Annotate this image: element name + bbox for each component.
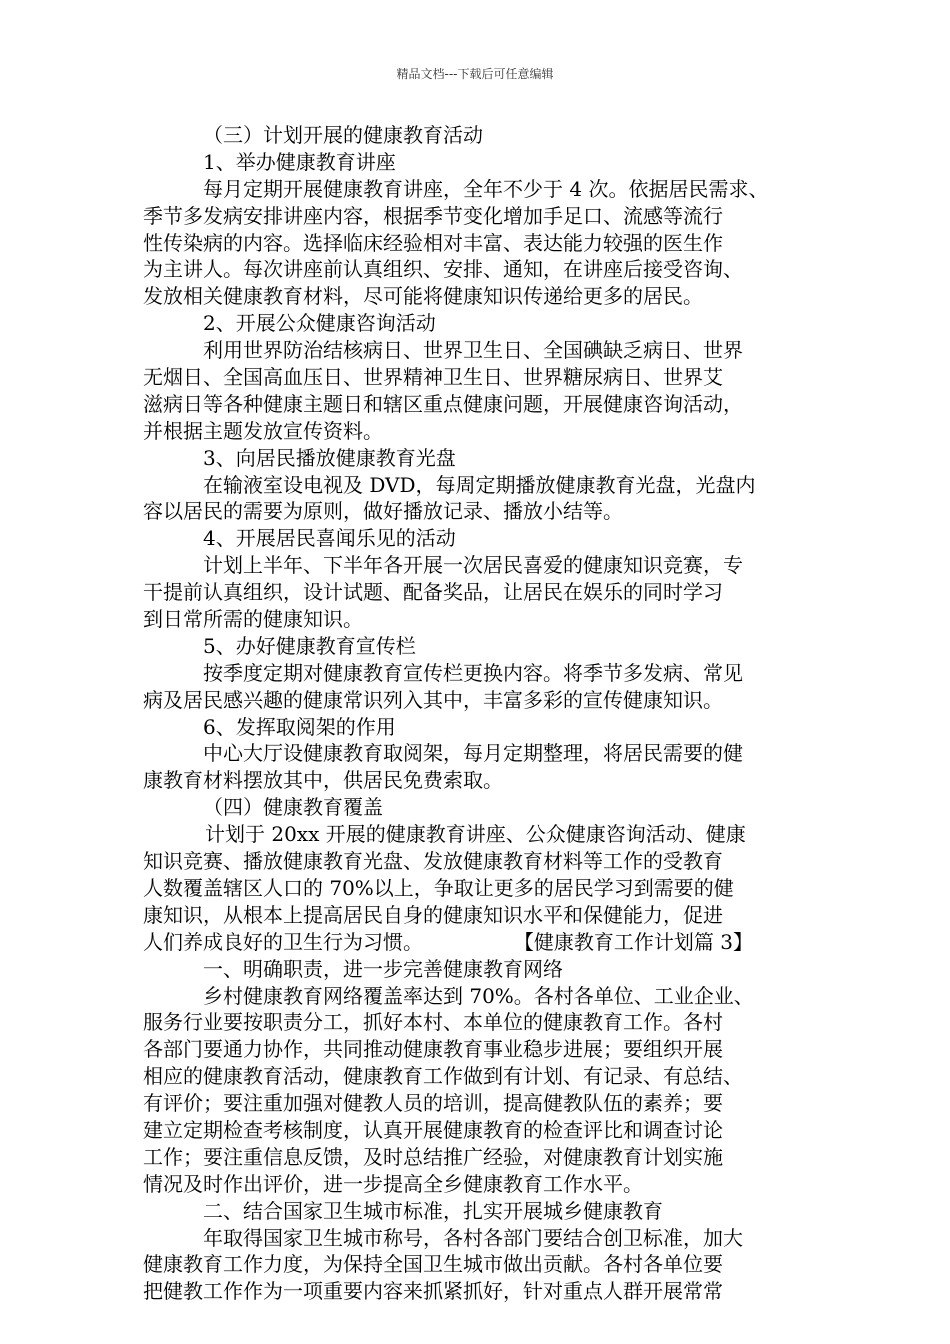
paragraph-line: 计划于 20xx 开展的健康教育讲座、公众健康咨询活动、健康 xyxy=(205,822,746,847)
paragraph-line: 把健教工作作为一项重要内容来抓紧抓好，针对重点人群开展常常 xyxy=(143,1279,723,1304)
paragraph-line: 有评价；要注重加强对健教人员的培训，提高健教队伍的素养；要 xyxy=(143,1091,723,1116)
paragraph-line: 工作；要注重信息反馈，及时总结推广经验，对健康教育计划实施 xyxy=(143,1144,723,1169)
paragraph-line: 计划上半年、下半年各开展一次居民喜爱的健康知识竞赛，专 xyxy=(203,553,743,578)
paragraph-line: 病及居民感兴趣的健康常识列入其中，丰富多彩的宣传健康知识。 xyxy=(143,687,723,712)
paragraph-line: 在输液室设电视及 DVD，每周定期播放健康教育光盘，光盘内 xyxy=(203,472,756,497)
paragraph-line: 中心大厅设健康教育取阅架，每月定期整理，将居民需要的健 xyxy=(203,741,743,766)
paragraph-line: 人数覆盖辖区人口的 70%以上，争取让更多的居民学习到需要的健 xyxy=(143,875,734,900)
paragraph-line: 情况及时作出评价，进一步提高全乡健康教育工作水平。 xyxy=(143,1171,643,1196)
paragraph-line: 每月定期开展健康教育讲座，全年不少于 4 次。依据居民需求、 xyxy=(203,176,769,201)
paragraph-line: 年取得国家卫生城市称号，各村各部门要结合创卫标准，加大 xyxy=(203,1225,743,1250)
paragraph-line: 季节多发病安排讲座内容，根据季节变化增加手足口、流感等流行 xyxy=(143,203,723,228)
section-heading: （三）计划开展的健康教育活动 xyxy=(203,123,483,147)
paragraph-line: 滋病日等各种健康主题日和辖区重点健康问题，开展健康咨询活动， xyxy=(143,391,743,416)
subheading: 5、办好健康教育宣传栏 xyxy=(203,633,416,658)
paragraph-line: 并根据主题发放宣传资料。 xyxy=(143,418,383,443)
paragraph-line: 干提前认真组织，设计试题、配备奖品，让居民在娱乐的同时学习 xyxy=(143,580,723,605)
paragraph-line: 建立定期检查考核制度，认真开展健康教育的检查评比和调查讨论 xyxy=(143,1117,723,1142)
paragraph-line: 按季度定期对健康教育宣传栏更换内容。将季节多发病、常见 xyxy=(203,660,743,685)
subheading: 6、发挥取阅架的作用 xyxy=(203,714,396,739)
paragraph-line: 相应的健康教育活动，健康教育工作做到有计划、有记录、有总结、 xyxy=(143,1064,743,1089)
paragraph-line: 利用世界防治结核病日、世界卫生日、全国碘缺乏病日、世界 xyxy=(203,338,743,363)
paragraph-line: 知识竞赛、播放健康教育光盘、发放健康教育材料等工作的受教育 xyxy=(143,849,723,874)
paragraph-line: 人们养成良好的卫生行为习惯。 xyxy=(143,929,423,954)
paragraph-line: 无烟日、全国高血压日、世界精神卫生日、世界糖尿病日、世界艾 xyxy=(143,365,723,390)
paragraph-line: 乡村健康教育网络覆盖率达到 70%。各村各单位、工业企业、 xyxy=(203,983,754,1008)
subheading: 3、向居民播放健康教育光盘 xyxy=(203,445,456,470)
paragraph-line: 发放相关健康教育材料，尽可能将健康知识传递给更多的居民。 xyxy=(143,284,703,309)
paragraph-line: 为主讲人。每次讲座前认真组织、安排、通知，在讲座后接受咨询、 xyxy=(143,257,743,282)
paragraph-line: 康教育材料摆放其中，供居民免费索取。 xyxy=(143,768,503,793)
subheading: 2、开展公众健康咨询活动 xyxy=(203,311,436,336)
article-title: 【健康教育工作计划篇 3】 xyxy=(513,929,753,954)
paragraph-line: 到日常所需的健康知识。 xyxy=(143,607,363,632)
paragraph-line-with-title xyxy=(143,929,753,956)
document-body xyxy=(143,122,813,1305)
paragraph-line: 健康教育工作力度，为保持全国卫生城市做出贡献。各村各单位要 xyxy=(143,1252,723,1277)
paragraph-line: 容以居民的需要为原则，做好播放记录、播放小结等。 xyxy=(143,499,623,524)
paragraph-line: 各部门要通力协作，共同推动健康教育事业稳步进展；要组织开展 xyxy=(143,1037,723,1062)
section-heading: 二、结合国家卫生城市标准，扎实开展城乡健康教育 xyxy=(203,1198,663,1223)
page-header-note: 精品文档---下载后可任意编辑 xyxy=(396,67,554,81)
subheading: 4、开展居民喜闻乐见的活动 xyxy=(203,526,456,551)
paragraph-line: 服务行业要按职责分工，抓好本村、本单位的健康教育工作。各村 xyxy=(143,1010,723,1035)
section-heading: 一、明确职责，进一步完善健康教育网络 xyxy=(203,956,563,981)
subheading: 1、举办健康教育讲座 xyxy=(203,149,396,174)
section-heading: （四）健康教育覆盖 xyxy=(203,795,383,820)
paragraph-line: 康知识，从根本上提高居民自身的健康知识水平和保健能力，促进 xyxy=(143,902,723,927)
paragraph-line: 性传染病的内容。选择临床经验相对丰富、表达能力较强的医生作 xyxy=(143,230,723,255)
